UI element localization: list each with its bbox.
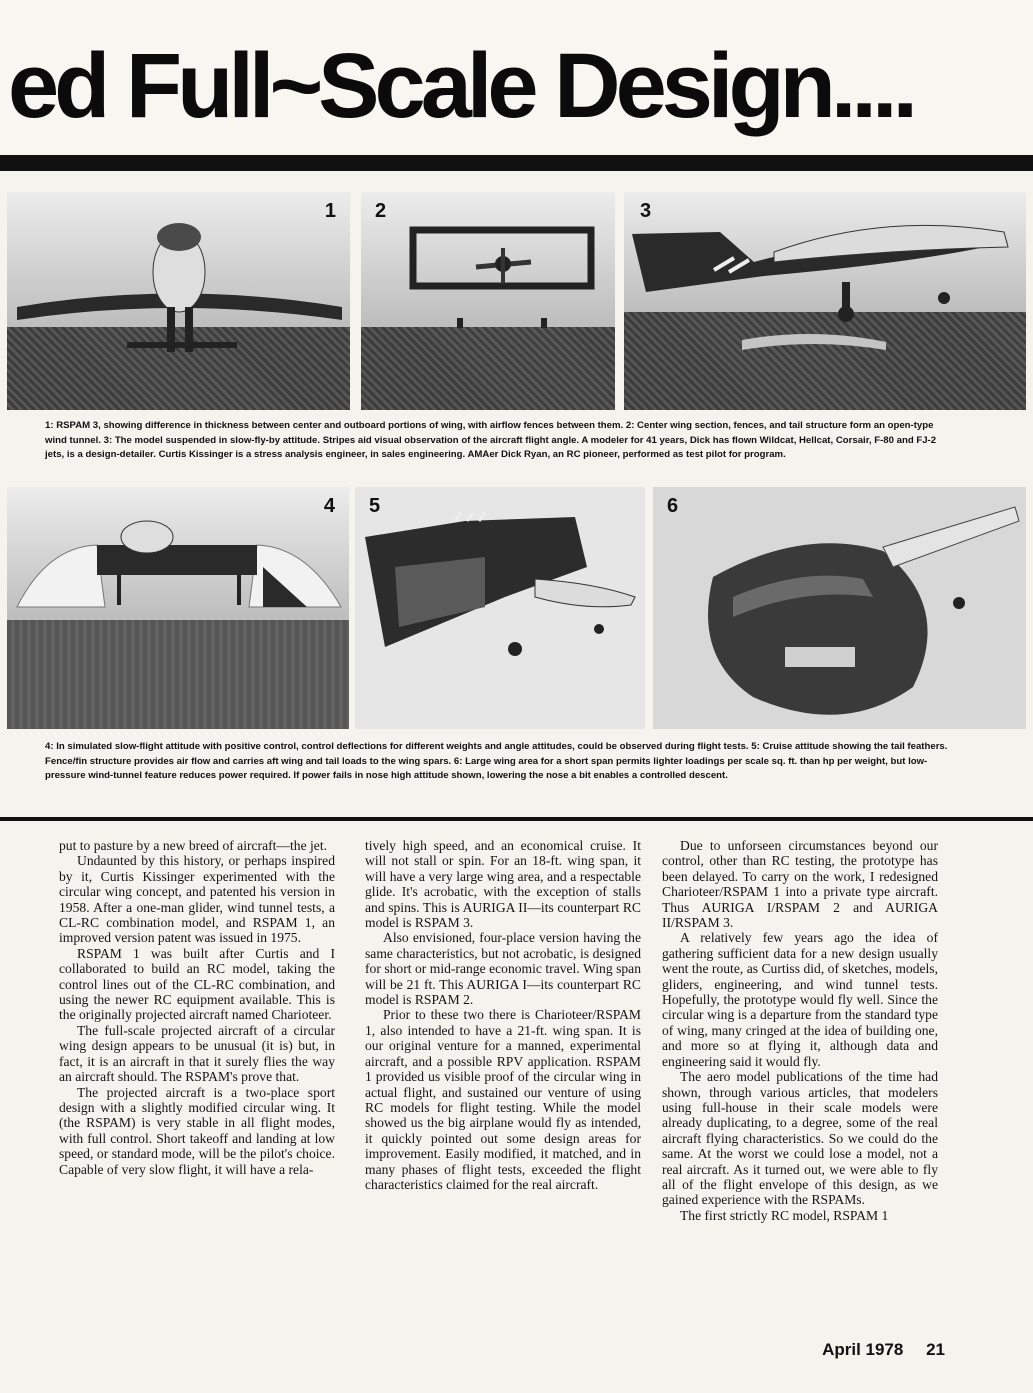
photo-number: 6 xyxy=(667,495,679,517)
text-column-2 xyxy=(365,838,641,1192)
paragraph: The first strictly RC model, RSPAM 1 xyxy=(680,1207,889,1223)
caption-top: 1: RSPAM 3, showing difference in thickness between center and outboard portions of wing, with airflow fences between them. 2: Center wing section, fences, and tail structure form an open-type wind tunnel. 3: The model suspended in slow-fly-by attitude. Stripes aid visual observation of the aircraft flight angle. A modeler for 41 years, Dick has flown Wildcat, Hellcat, Corsair, F-80 and FJ-2 jets, is a design-detailer. Curtis Kissinger is a stress analysis engineer, in sales engineering. AMAer Dick Ryan, an RC pioneer, performed as test pilot for program. xyxy=(45,420,937,460)
issue-date: April 1978 xyxy=(822,1340,904,1359)
wind-tunnel-rear-view xyxy=(361,192,615,410)
paragraph: The aero model publications of the time had shown, through various articles, that modelers using full-house in their scale models were already duplicating, to a degree, some of the real aircraft flying characteristics. So we could do the same. At the worst we could lose a model, not a real aircraft. As it turned out, we were able to fly all of the flight envelope of this design, as we gained experience with the RSPAMs. xyxy=(662,1069,938,1208)
paragraph: The full-scale projected aircraft of a circular wing design appears to be unusual (it is) but, in fact, it is an aircraft in that it surely flies the way an aircraft should. The RSPAM's prove that. xyxy=(59,1022,335,1085)
photo-number: 1 xyxy=(324,200,336,222)
page-number: 21 xyxy=(926,1340,945,1359)
paragraph: Prior to these two there is Charioteer/RSPAM 1, also intended to have a 21-ft. wing span. It is our original venture for a manned, experimental aircraft, and a possible RPV application. RSPAM 1 provided us visible proof of the circular wing in actual flight, and sustained our venture of using RC models for flight testing. While the model showed us the big airplane would fly as intended, it quickly pointed out some design areas for improvement. Easily modified, it matched, and in many phases of flight tests, exceeded the flight characteristics claimed for the real aircraft. xyxy=(365,1007,641,1192)
aircraft-simulated-slow-flight xyxy=(7,487,349,729)
paragraph: A relatively few years ago the idea of gathering sufficient data for a new design usually went the route, as Curtiss did, of sketches, models, gliders, engineering, and wind tunnel tests. Hopefully, the prototype would fly well. Since the circular wing is a departure from the standard type of wing, many cringed at the idea of building one, and more so at flying it, although data and engineering said it would fly. xyxy=(662,930,938,1069)
aircraft-cruise-attitude xyxy=(355,487,645,729)
paragraph: Also envisioned, four-place version having the same characteristics, but not acrobatic, is designed for short or mid-range economic travel. Wing span will be 21 ft. This AURIGA I—its counterpart RC model is RSPAM 2. xyxy=(365,930,641,1008)
headline: ed Full~Scale Design.... xyxy=(8,35,914,137)
section-rule xyxy=(0,817,1033,821)
text-column-1 xyxy=(59,838,335,1177)
photo-4 xyxy=(7,487,349,729)
photo-2 xyxy=(361,192,615,410)
photo-number: 3 xyxy=(640,200,652,222)
paragraph: put to pasture by a new breed of aircraft—the jet. xyxy=(59,838,327,853)
paragraph: The projected aircraft is a two-place sport design with a slightly modified circular wing. It (the RSPAM) is very stable in all flight modes, with full control. Short takeoff and landing at low speed, or standard mode, will be the pilot's choice. Capable of very slow flight, it will have a rela- xyxy=(59,1084,335,1177)
paragraph: tively high speed, and an economical cruise. It will not stall or spin. For an 18-ft. wing span, it will have a very large wing area, and a respectable glide. It's acrobatic, with the exception of stalls and spins. This is AURIGA II—its counterpart RC model is RSPAM 3. xyxy=(365,838,641,931)
aircraft-slow-fly-by-attitude xyxy=(624,192,1026,410)
aircraft-nose-high-attitude xyxy=(653,487,1026,729)
headline-band xyxy=(0,0,1033,155)
photo-number: 2 xyxy=(375,200,387,222)
paragraph: Due to unforseen circumstances beyond our control, other than RC testing, the prototype has been delayed. To carry on the work, I redesigned Charioteer/RSPAM 1 into a private type aircraft. Thus AURIGA I/RSPAM 2 and AURIGA II/RSPAM 3. xyxy=(662,838,938,931)
paragraph: RSPAM 1 was built after Curtis and I collaborated to build an RC model, taking the control lines out of the CL-RC combination, and using the newer RC equipment available. This is the originally projected aircraft named Charioteer. xyxy=(59,945,335,1023)
text-column-3 xyxy=(662,838,938,1223)
photo-1 xyxy=(7,192,350,410)
photo-number: 4 xyxy=(323,495,335,517)
caption-bottom: 4: In simulated slow-flight attitude with positive control, control deflections for different weights and angle attitudes, could be observed during flight tests. 5: Cruise attitude showing the tail feathers. Fence/fin structure provides air flow and carries aft wing and tail loads to the wing spars. 6: Large wing area for a short span permits lighter loadings per scale sq. ft. than hp per weight, but low-pressure wind-tunnel feature reduces power required. If power fails in nose high attitude shown, lowering the nose a bit enables a controlled descent. xyxy=(45,741,948,781)
photo-6 xyxy=(653,487,1026,729)
top-rule xyxy=(0,155,1033,171)
photo-3 xyxy=(624,192,1026,410)
page-footer xyxy=(822,1340,945,1360)
circular-wing-aircraft-front-view xyxy=(7,192,350,410)
photo-5 xyxy=(355,487,645,729)
photo-number: 5 xyxy=(369,495,381,517)
paragraph: Undaunted by this history, or perhaps inspired by it, Curtis Kissinger experimented with the circular wing concept, and patented his version in 1958. After a one-man glider, wind tunnel tests, a CL-RC combination model, and RSPAM 1, an improved version patent was issued in 1975. xyxy=(59,853,335,946)
